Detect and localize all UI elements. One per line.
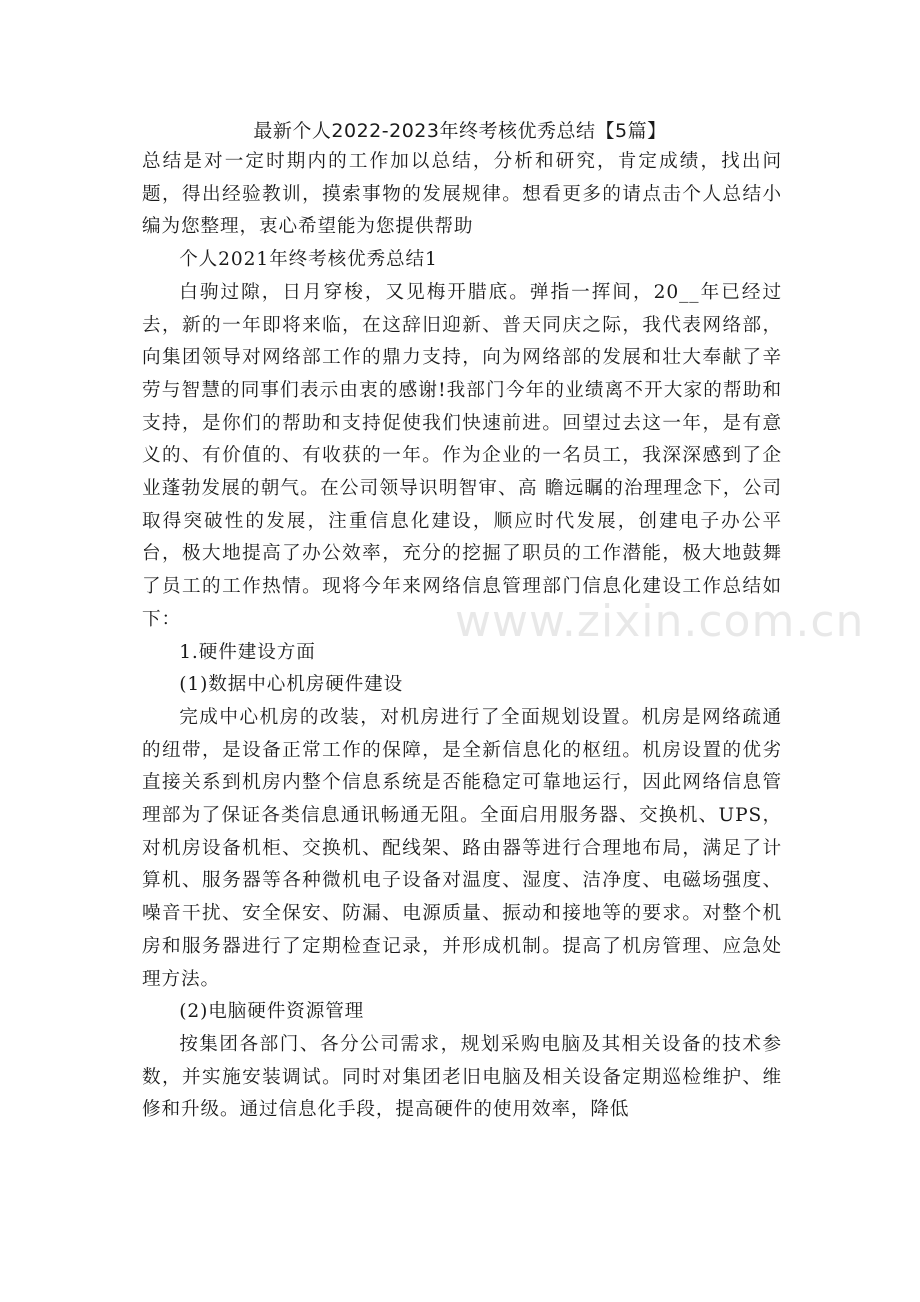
subsection-heading: (2)电脑硬件资源管理: [179, 1001, 365, 1023]
subsection-heading: (1)数据中心机房硬件建设: [179, 674, 404, 696]
document-body: [142, 146, 782, 1127]
document-title: 最新个人2022-2023年终考核优秀总结【5篇】: [253, 120, 667, 142]
body-paragraph: 按集团各部门、各分公司需求，规划采购电脑及其相关设备的技术参数，并实施安装调试。同时对集团老旧电脑及相关设备定期巡检维护、维修和升级。通过信息化手段，提高硬件的使用效率，降低: [142, 1033, 782, 1121]
intro-paragraph: 总结是对一定时期内的工作加以总结，分析和研究，肯定成绩，找出问题，得出经验教训，摸索事物的发展规律。想看更多的请点击个人总结小编为您整理，衷心希望能为您提供帮助: [142, 151, 782, 238]
body-paragraph: 白驹过隙，日月穿梭，又见梅开腊底。弹指一挥间，20__年已经过去，新的一年即将来临，在这辞旧迎新、普天同庆之际，我代表网络部，向集团领导对网络部工作的鼎力支持，向为网络部的发展和壮大奉献了辛劳与智慧的同事们表示由衷的感谢!我部门今年的业绩离不开大家的帮助和支持，是你们的帮助和支持促使我们快速前进。回望过去这一年，是有意义的、有价值的、有收获的一年。作为企业的一名员工，我深深感到了企业蓬勃发展的朝气。在公司领导识明智审、高 瞻远瞩的治理理念下，公司取得突破性的发展，注重信息化建设，顺应时代发展，创建电子办公平台，极大地提高了办公效率，充分的挖掘了职员的工作潜能，极大地鼓舞了员工的工作热情。现将今年来网络信息管理部门信息化建设工作总结如下：: [142, 281, 782, 630]
watermark: www.zixin.com.cn: [455, 596, 865, 647]
section-heading: 个人2021年终考核优秀总结1: [179, 249, 438, 271]
body-paragraph: 完成中心机房的改装，对机房进行了全面规划设置。机房是网络疏通的纽带，是设备正常工作的保障，是全新信息化的枢纽。机房设置的优劣直接关系到机房内整个信息系统是否能稳定可靠地运行，因此网络信息管理部为了保证各类信息通讯畅通无阻。全面启用服务器、交换机、UPS，对机房设备机柜、交换机、配线架、路由器等进行合理地布局，满足了计算机、服务器等各种微机电子设备对温度、湿度、洁净度、电磁场强度、噪音干扰、安全保安、防漏、电源质量、振动和接地等的要求。对整个机房和服务器进行了定期检查记录，并形成机制。提高了机房管理、应急处理方法。: [142, 706, 782, 990]
subsection-heading: 1.硬件建设方面: [179, 641, 316, 663]
